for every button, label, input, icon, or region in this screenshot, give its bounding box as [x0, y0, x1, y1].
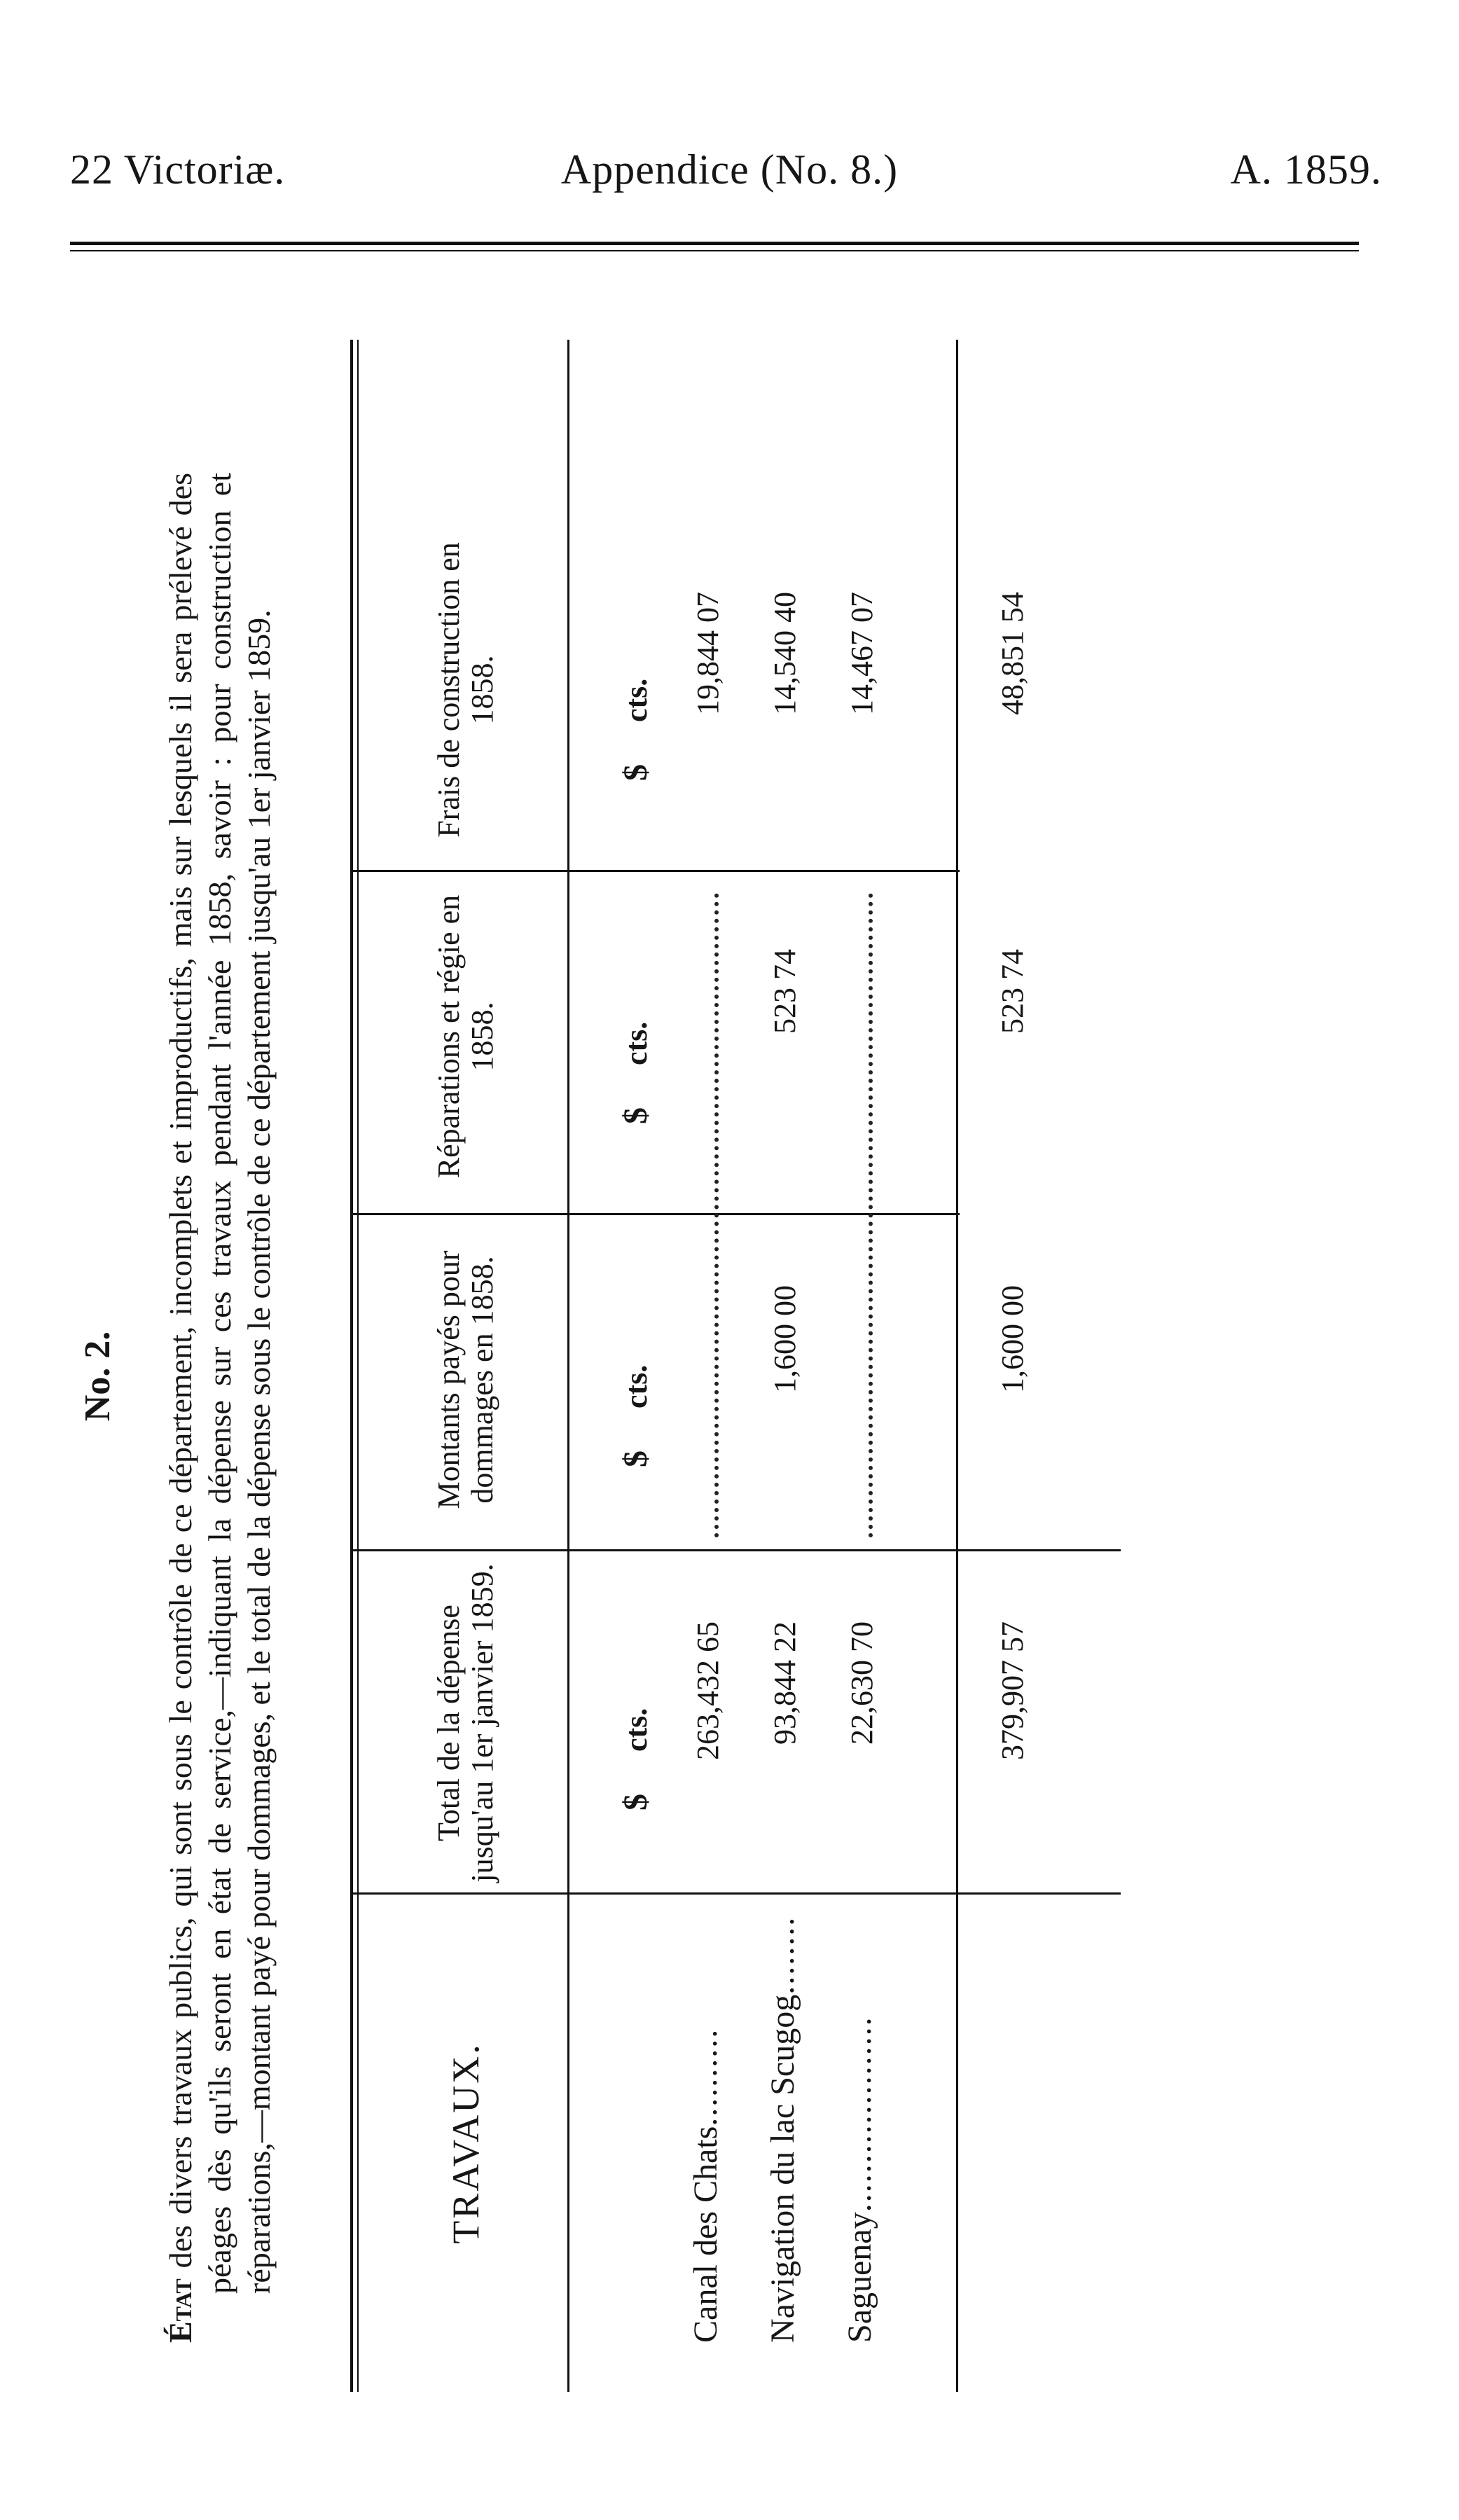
totals-rule [956, 340, 958, 2392]
row-label [686, 2028, 725, 2343]
cell-damages: 1,600 00 [768, 1285, 802, 1393]
cell-repairs: 523 74 [768, 949, 802, 1034]
statement-introduction [161, 473, 279, 2343]
table-header-rule [567, 340, 569, 2392]
cell-total: 93,844 22 [768, 1621, 802, 1745]
leader-dots: .......... [687, 2028, 724, 2126]
units-construction [616, 679, 655, 781]
table-top-rule [350, 340, 353, 2392]
cell-construction: 14,467 07 [845, 592, 879, 715]
total-repairs: 523 74 [995, 949, 1030, 1034]
intro-text: des divers travaux publics, qui sont sous le contrôle de ce département, incomplets et improductifs, mais sur lesquels il sera prélevé des péages dès qu'ils seront en état de service,—indiquant la dépense sur ces travaux pendant l'année 1858, savoir : pour construction et réparations,—montant payé pour dommages, et le total de la dépense sous le contrôle de ce département jusqu'au 1er janvier 1859. [163, 472, 277, 2294]
leader-dots: ........ [764, 1916, 801, 1995]
row-label [841, 2016, 879, 2343]
total-damages: 1,600 00 [995, 1285, 1030, 1393]
rotated-statement [0, 326, 1086, 2427]
dollar-sign: $ [617, 1794, 654, 1811]
header-rule-thin [70, 250, 1359, 251]
units-total [616, 1708, 655, 1811]
running-header-right: A. 1859. [1230, 146, 1382, 193]
cell-construction: 19,844 07 [691, 592, 725, 715]
header-rule-thick [70, 242, 1359, 245]
row-label [763, 1916, 802, 2343]
dotted-leader [869, 893, 873, 1537]
cell-construction: 14,540 40 [768, 592, 802, 715]
header-damages: Montants payés pour dommages en 1858. [431, 1250, 499, 1509]
intro-lead-word: État [163, 2278, 198, 2343]
header-repairs: Réparations et régie en 1858. [431, 894, 499, 1179]
row-name: Saguenay [841, 2212, 878, 2343]
column-divider [350, 1549, 1121, 1551]
total-construction: 48,851 54 [995, 592, 1030, 715]
row-name: Canal des Chats [687, 2126, 724, 2343]
dollar-sign: $ [617, 764, 654, 781]
dollar-sign: $ [617, 1107, 654, 1124]
cents-label: cts. [619, 1708, 654, 1752]
header-construction: Frais de construction en 1858. [431, 542, 499, 838]
statement-number: No. 2. [78, 1331, 118, 1422]
header-works: TRAVAUX. [445, 2042, 487, 2244]
running-header-center: Appendice (No. 8.) [560, 146, 899, 193]
table-top-rule-thin [357, 340, 359, 2392]
cents-label: cts. [619, 678, 654, 722]
running-header-left: 22 Victoriæ. [70, 146, 286, 193]
row-name: Navigation du lac Scugog [764, 1994, 801, 2343]
units-damages [616, 1365, 655, 1467]
total-total: 379,907 57 [995, 1621, 1030, 1760]
dollar-sign: $ [617, 1451, 654, 1467]
cents-label: cts. [619, 1021, 654, 1065]
cell-total: 22,630 70 [845, 1621, 879, 1745]
leader-dots: .................... [841, 2016, 878, 2213]
header-total: Total de la dépense jusqu'au 1er janvier 1859. [431, 1563, 499, 1883]
cents-label: cts. [619, 1364, 654, 1408]
units-repairs [616, 1022, 655, 1124]
dotted-leader [714, 893, 719, 1537]
cell-total: 263,432 65 [691, 1621, 725, 1760]
